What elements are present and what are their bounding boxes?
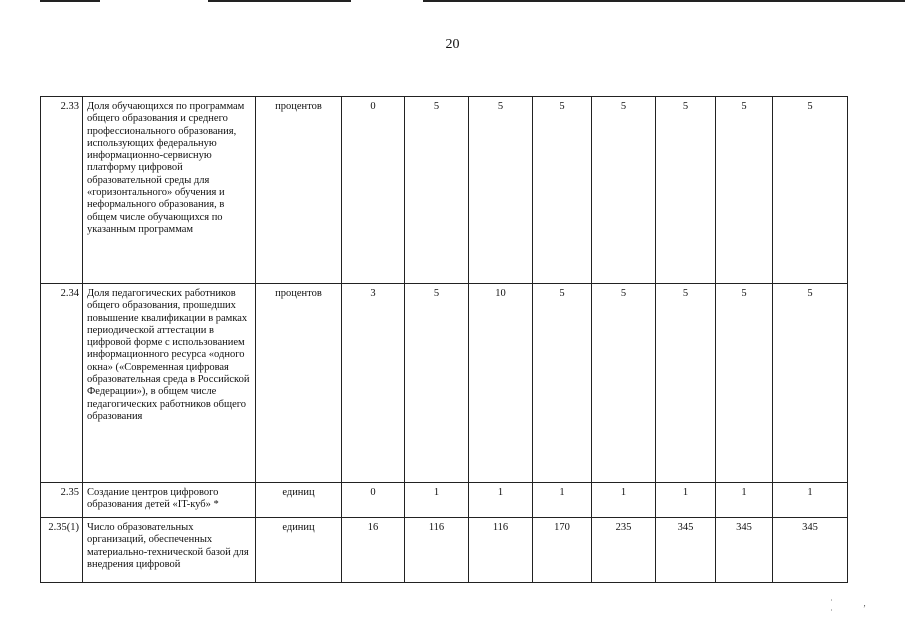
value-cell: 5 — [533, 97, 592, 284]
scan-marks: ˙‚ ʿ — [830, 598, 896, 618]
value-cell: 16 — [342, 518, 405, 583]
value-cell: 5 — [592, 284, 656, 483]
value-cell: 1 — [405, 483, 469, 518]
value-cell: 5 — [773, 284, 848, 483]
row-number: 2.34 — [41, 284, 83, 483]
value-cell: 116 — [469, 518, 533, 583]
value-cell: 1 — [716, 483, 773, 518]
row-description: Доля обучающихся по программам общего образования и среднего профессионального образования, использующих федеральную информационно-сервисную платформу цифровой образовательной среды для «горизонтального» обучения и неформального образования, в общем числе обучающихся по указанным программам — [83, 97, 256, 284]
value-cell: 5 — [592, 97, 656, 284]
value-cell: 1 — [656, 483, 716, 518]
page-number: 20 — [445, 37, 460, 52]
row-unit: процентов — [256, 284, 342, 483]
top-rule-middle — [208, 0, 351, 2]
value-cell: 1 — [533, 483, 592, 518]
row-description: Доля педагогических работников общего образования, прошедших повышение квалификации в рамках периодической аттестации в цифровой форме с использованием информационного ресурса «одного окна» («Современная цифровая образовательная среда в Российской Федерации»), в общем числе педагогических работников общего образования — [83, 284, 256, 483]
value-cell: 5 — [656, 97, 716, 284]
value-cell: 5 — [533, 284, 592, 483]
value-cell: 5 — [469, 97, 533, 284]
value-cell: 170 — [533, 518, 592, 583]
value-cell: 235 — [592, 518, 656, 583]
value-cell: 345 — [656, 518, 716, 583]
value-cell: 345 — [716, 518, 773, 583]
value-cell: 1 — [773, 483, 848, 518]
value-cell: 3 — [342, 284, 405, 483]
value-cell: 0 — [342, 97, 405, 284]
value-cell: 116 — [405, 518, 469, 583]
row-unit: единиц — [256, 483, 342, 518]
row-unit: процентов — [256, 97, 342, 284]
row-number: 2.33 — [41, 97, 83, 284]
top-rule-right — [423, 0, 905, 2]
value-cell: 5 — [405, 97, 469, 284]
table-row — [41, 483, 848, 518]
top-rule-left — [40, 0, 100, 2]
row-number: 2.35 — [41, 483, 83, 518]
table-row — [41, 97, 848, 284]
value-cell: 5 — [716, 97, 773, 284]
table-row — [41, 284, 848, 483]
row-number: 2.35(1) — [41, 518, 83, 583]
table-row — [41, 518, 848, 583]
row-unit: единиц — [256, 518, 342, 583]
row-description: Число образовательных организаций, обеспеченных материально-технической базой для внедрения цифровой — [83, 518, 256, 583]
value-cell: 0 — [342, 483, 405, 518]
value-cell: 345 — [773, 518, 848, 583]
row-description: Создание центров цифрового образования детей «IT-куб» * — [83, 483, 256, 518]
value-cell: 5 — [405, 284, 469, 483]
value-cell: 10 — [469, 284, 533, 483]
value-cell: 1 — [592, 483, 656, 518]
value-cell: 5 — [656, 284, 716, 483]
value-cell: 5 — [773, 97, 848, 284]
indicator-table — [40, 96, 848, 583]
value-cell: 5 — [716, 284, 773, 483]
value-cell: 1 — [469, 483, 533, 518]
